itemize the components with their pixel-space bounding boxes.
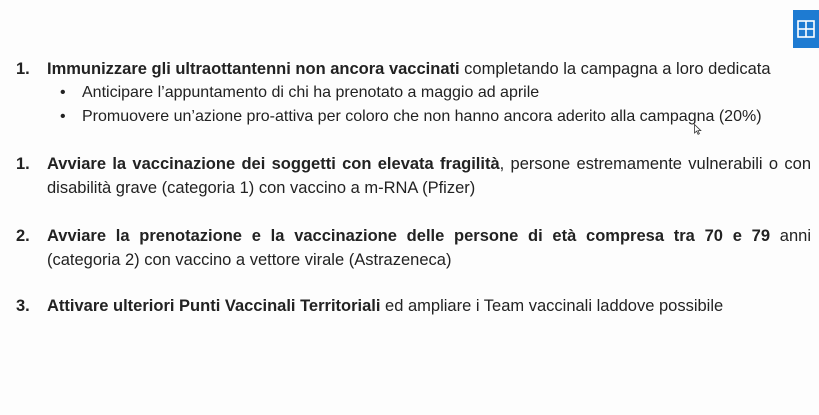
item-number: 1. <box>16 60 30 78</box>
list-item-2 <box>16 152 811 200</box>
list-item-3 <box>16 224 811 272</box>
item-text <box>47 152 811 200</box>
item-bold-text: Avviare la prenotazione e la vaccinazione delle persone di età compresa tra 70 e 79 <box>47 227 771 245</box>
item-number: 2. <box>16 227 30 245</box>
mouse-cursor-icon <box>694 122 702 140</box>
item-rest-text: ed ampliare i Team vaccinali laddove possibile <box>380 297 724 315</box>
bullet-icon: • <box>60 108 66 125</box>
list-item-1 <box>16 57 811 81</box>
bullet-icon: • <box>60 84 66 101</box>
sub-item-text: Promuovere un’azione pro-attiva per coloro che non hanno ancora aderito alla campagna (20%) <box>82 108 762 125</box>
item-text <box>47 57 811 81</box>
app-grid-button[interactable] <box>793 10 819 48</box>
sub-item-1 <box>60 81 539 105</box>
item-rest-text: anni (categoria 2) con vaccino a vettore virale (Astrazeneca) <box>47 227 812 269</box>
app-grid-icon <box>797 20 815 38</box>
sub-item-text: Anticipare l’appuntamento di chi ha prenotato a maggio ad aprile <box>82 84 540 101</box>
sub-item-2 <box>60 105 762 129</box>
item-rest-text: completando la campagna a loro dedicata <box>459 60 771 78</box>
item-text <box>47 294 811 318</box>
item-rest-text: , persone estremamente vulnerabili o con disabilità grave (categoria 1) con vaccino a m-RNA (Pfizer) <box>47 155 811 197</box>
item-bold-text: Attivare ulteriori Punti Vaccinali Territoriali <box>47 297 381 315</box>
item-bold-text: Immunizzare gli ultraottantenni non ancora vaccinati <box>47 60 460 78</box>
item-bold-text: Avviare la vaccinazione dei soggetti con elevata fragilità <box>47 155 500 173</box>
item-text <box>47 224 811 272</box>
item-number: 3. <box>16 297 30 315</box>
list-item-4 <box>16 294 811 318</box>
item-number: 1. <box>16 155 30 173</box>
